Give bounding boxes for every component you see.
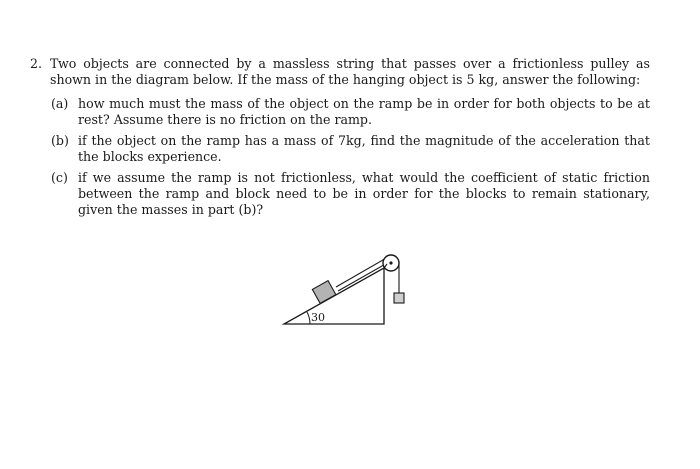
diagram-svg	[280, 248, 420, 330]
problem-parts	[51, 96, 650, 218]
ramp-block	[312, 281, 336, 304]
part-a-text: how much must the mass of the object on the ramp be in order for both objects to be at rest? Assume there is no friction on the ramp.	[78, 96, 650, 127]
ramp-pulley-diagram	[280, 248, 420, 330]
problem-text: Two objects are connected by a massless string that passes over a frictionless pulley as shown in the diagram below. If the mass of the hanging object is 5 kg, answer the following:	[50, 56, 650, 87]
angle-arc	[307, 312, 310, 324]
angle-label: 30	[311, 311, 325, 324]
part-c-label: (c)	[51, 170, 68, 185]
part-c-text: if we assume the ramp is not frictionless, what would the coefficient of static friction between the ramp and block need to be in order for the blocks to remain stationary, given the masses in part (b)?	[78, 170, 650, 217]
hanging-block	[394, 293, 404, 303]
part-a-label: (a)	[51, 96, 69, 111]
part-b-text: if the object on the ramp has a mass of 7kg, find the magnitude of the acceleration that the blocks experience.	[78, 133, 650, 164]
part-c	[51, 170, 650, 218]
string-lower	[338, 262, 389, 291]
string-upper	[336, 257, 388, 287]
problem-statement	[30, 56, 650, 88]
pulley-axle	[389, 261, 392, 264]
problem-2	[30, 56, 650, 223]
problem-number: 2.	[30, 56, 43, 71]
part-b	[51, 133, 650, 165]
part-a	[51, 96, 650, 128]
part-b-label: (b)	[51, 133, 69, 148]
